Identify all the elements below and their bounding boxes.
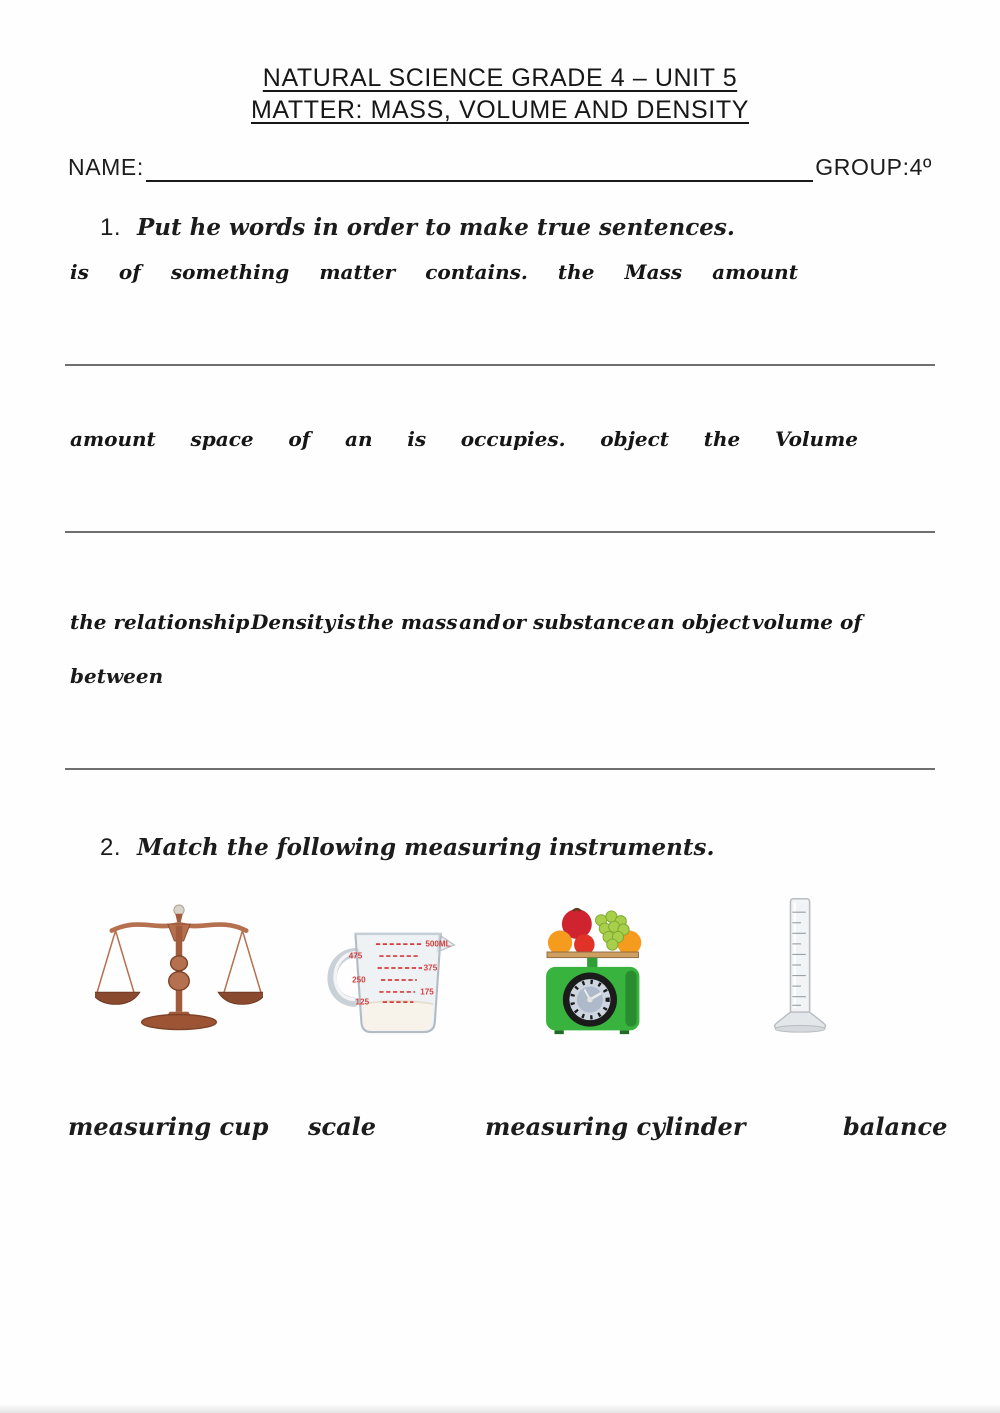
name-group-row [68,154,932,182]
word-token: an object [647,610,751,634]
answer-line-2[interactable] [65,531,935,533]
exercise2-number: 2. [100,834,122,861]
word-token: the relationship [70,610,250,634]
word-token: Density [250,610,336,634]
group-label: GROUP: [815,154,910,180]
exercise1-prompt [100,214,735,242]
word-token: Volume [774,427,858,451]
balance-image[interactable] [95,898,263,1036]
kitchen-scale-image[interactable] [528,896,650,1036]
word-token: amount [712,260,798,284]
word-token: of [288,427,311,451]
word-token: object [600,427,669,451]
name-input-line[interactable] [146,158,813,182]
cup-marking-125: 125 [355,997,370,1007]
word-token: something [170,260,290,284]
answer-line-1[interactable] [65,364,935,366]
word-token: Mass [624,260,683,284]
cup-marking-475: 475 [348,951,363,961]
word-token: amount [70,427,156,451]
group-field [815,154,932,182]
exercise2-prompt-text: Match the following measuring instruments. [137,834,715,861]
cup-marking-500ml: 500ML [425,939,451,949]
word-token: the [557,260,595,284]
kitchen-scale-icon [528,896,650,1036]
worksheet-title [0,62,1000,126]
label-measuring-cup[interactable]: measuring cup [68,1112,269,1141]
word-token: is [336,610,356,634]
word-token: volume of [752,610,862,634]
measuring-cylinder-icon [757,893,845,1037]
word-token: the mass [357,610,458,634]
word-token: of [118,260,141,284]
name-label: NAME: [68,154,144,180]
measuring-cylinder-image[interactable] [757,893,845,1037]
word-token: and [459,610,501,634]
word-token: is [407,427,427,451]
word-token: or substance [502,610,646,634]
word-token: space [190,427,254,451]
balance-scale-icon [95,898,263,1036]
page-bottom-shadow [0,1404,1000,1413]
exercise2-prompt [100,834,714,862]
title-line-1: NATURAL SCIENCE GRADE 4 – UNIT 5 [262,64,738,92]
word-bank-row-3 [70,610,862,634]
title-line-2: MATTER: MASS, VOLUME AND DENSITY [251,96,749,124]
label-scale[interactable]: scale [308,1112,377,1141]
group-value: 4º [909,154,932,180]
answer-line-3[interactable] [65,768,935,770]
cup-marking-250: 250 [352,975,366,985]
exercise1-number: 1. [100,214,122,241]
cup-marking-375: 375 [423,963,438,973]
label-balance[interactable]: balance [843,1112,948,1141]
exercise1-prompt-text: Put he words in order to make true sentences. [137,214,735,241]
word-bank-row-1 [70,260,798,284]
measuring-cup-icon [303,910,471,1038]
measuring-cup-image[interactable] [303,910,471,1038]
cup-marking-175: 175 [420,987,434,997]
label-measuring-cylinder[interactable]: measuring cylinder [485,1112,746,1141]
word-bank-row-3-continuation: between [70,664,164,688]
word-token: an [345,427,373,451]
word-token: contains. [425,260,528,284]
word-token: the [703,427,741,451]
word-token: occupies. [460,427,566,451]
word-token: matter [319,260,396,284]
word-token: is [70,260,89,284]
word-bank-row-2 [70,427,858,451]
